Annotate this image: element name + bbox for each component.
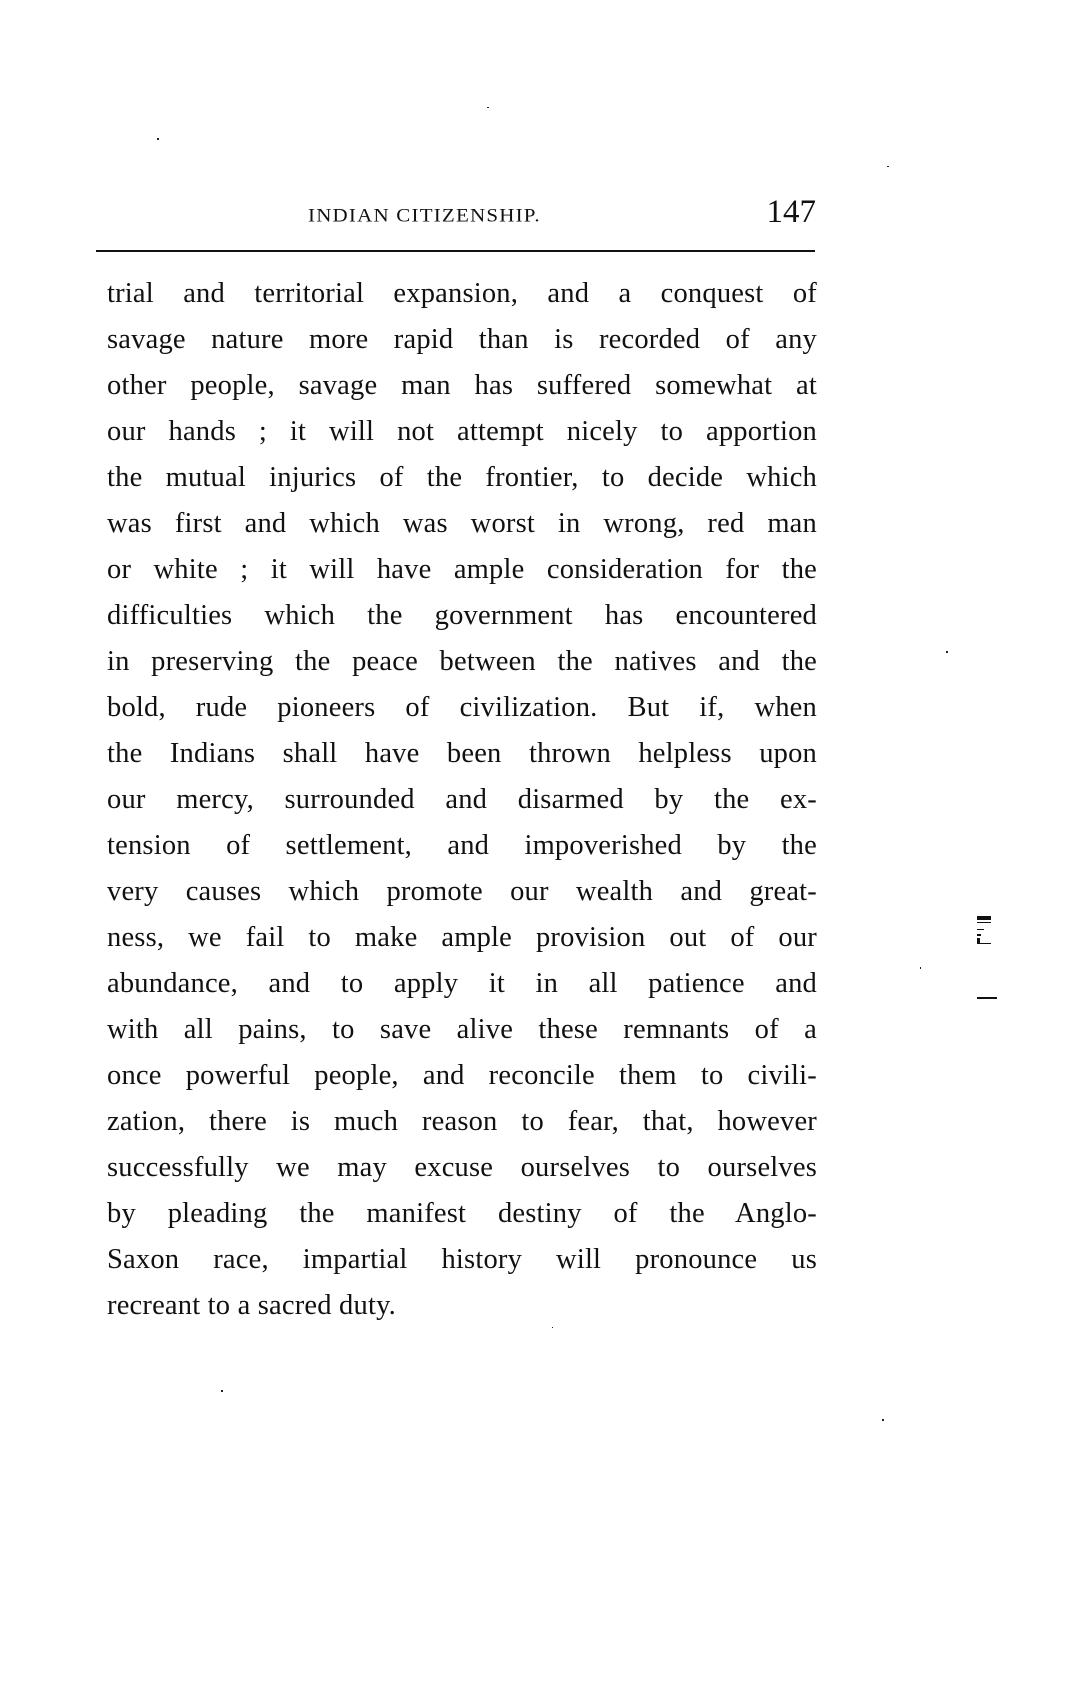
text-line: other people, savage man has suffered somewhat at (107, 370, 817, 401)
text-line: our mercy, surrounded and disarmed by the ex- (107, 784, 817, 815)
running-title: INDIAN CITIZENSHIP. (308, 204, 541, 227)
header-rule (96, 250, 815, 252)
text-line: was first and which was worst in wrong, red man (107, 508, 817, 539)
text-line: Saxon race, impartial history will pronounce us (107, 1244, 817, 1275)
text-line: very causes which promote our wealth and great- (107, 876, 817, 907)
running-head (100, 190, 816, 230)
text-line-last: recreant to a sacred duty. (107, 1290, 396, 1321)
text-line: by pleading the manifest destiny of the Anglo- (107, 1198, 817, 1229)
text-line: difficulties which the government has encountered (107, 600, 817, 631)
text-line: our hands ; it will not attempt nicely to apportion (107, 416, 817, 447)
text-line: savage nature more rapid than is recorded of any (107, 324, 817, 355)
margin-mark (977, 916, 997, 946)
text-line: the mutual injurics of the frontier, to decide which (107, 462, 817, 493)
text-line: the Indians shall have been thrown helpless upon (107, 738, 817, 769)
page-number: 147 (766, 194, 816, 230)
scan-speck (920, 967, 921, 969)
text-line: ness, we fail to make ample provision out of our (107, 922, 817, 953)
text-line: or white ; it will have ample consideration for the (107, 554, 817, 585)
text-line: with all pains, to save alive these remnants of a (107, 1014, 817, 1045)
scan-speck (882, 1419, 884, 1421)
scan-speck (221, 1390, 223, 1392)
text-line: in preserving the peace between the natives and the (107, 646, 817, 677)
text-line: trial and territorial expansion, and a conquest of (107, 278, 817, 309)
scan-speck (946, 651, 948, 653)
text-line: successfully we may excuse ourselves to ourselves (107, 1152, 817, 1183)
text-line: bold, rude pioneers of civilization. But if, when (107, 692, 817, 723)
scan-speck (157, 138, 159, 140)
text-line: tension of settlement, and impoverished by the (107, 830, 817, 861)
scan-speck (487, 107, 489, 108)
text-line: abundance, and to apply it in all patience and (107, 968, 817, 999)
text-line: once powerful people, and reconcile them to civili- (107, 1060, 817, 1091)
scan-speck (552, 1327, 553, 1328)
text-line: zation, there is much reason to fear, that, however (107, 1106, 817, 1137)
scan-speck (887, 166, 889, 167)
body-text (107, 271, 817, 1329)
margin-dash (977, 997, 997, 999)
